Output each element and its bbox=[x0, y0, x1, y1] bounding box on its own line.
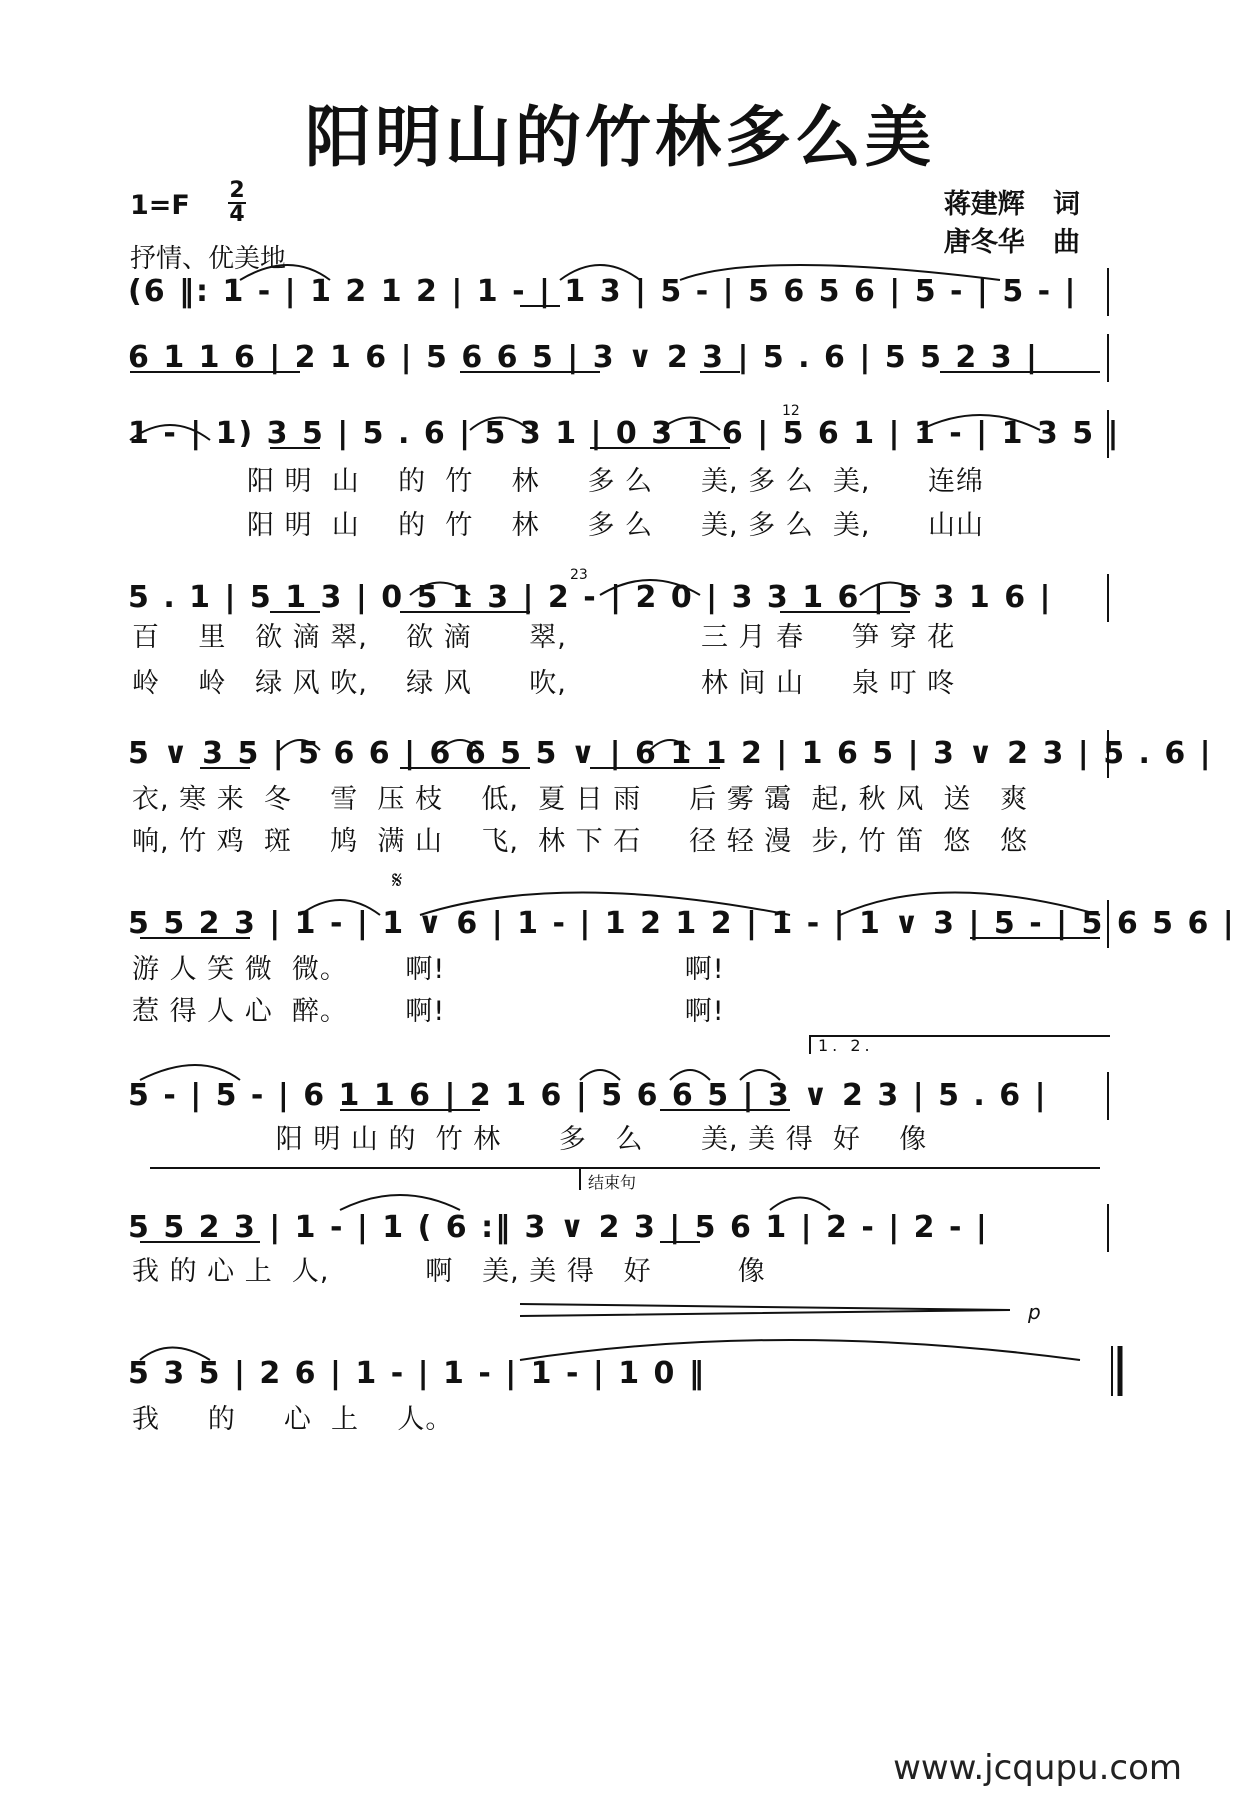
tempo-marking: 抒情、优美地 bbox=[130, 244, 287, 274]
composer-role: 曲 bbox=[1053, 227, 1080, 258]
website-watermark: www.jcqupu.com bbox=[893, 1748, 1182, 1788]
lyricist-credit bbox=[944, 182, 1080, 221]
grace-note-12: 12 bbox=[782, 403, 800, 419]
volta-label: 1. 2. bbox=[818, 1036, 874, 1055]
notation-line-6: 5 5 2 3 | 1 - | 1 ∨ 6 | 1 - | 1 2 1 2 | 1 - | 1 ∨ 3 | 5 - | 5 6 5 6 | bbox=[128, 906, 1236, 941]
composer-credit bbox=[944, 220, 1080, 259]
notation-line-8: 5 5 2 3 | 1 - | 1 ( 6 :‖ 3 ∨ 2 3 | 5 6 1 | 2 - | 2 - | bbox=[128, 1210, 989, 1245]
dynamic-piano: p bbox=[1028, 1300, 1041, 1324]
lyricist-role: 词 bbox=[1053, 189, 1080, 220]
composer-name: 唐冬华 bbox=[943, 227, 1025, 258]
notation-line-5: 5 ∨ 3 5 | 5 6 6 | 6 6 5 5 ∨ | 6 1 1 2 | 1 6 5 | 3 ∨ 2 3 | 5 . 6 | bbox=[128, 736, 1213, 771]
diminuendo-hairpin bbox=[520, 1304, 1010, 1316]
lyrics-line-7: 阳 明 山 的 竹 林 多 么 美, 美 得 好 像 bbox=[132, 1124, 928, 1155]
notation-line-7: 5 - | 5 - | 6 1 1 6 | 2 1 6 | 5 6 6 5 | 3 ∨ 2 3 | 5 . 6 | bbox=[128, 1078, 1048, 1113]
lyrics-line-4-verse-1: 百 里 欲 滴 翠, 欲 滴 翠, 三 月 春 笋 穿 花 bbox=[132, 622, 956, 653]
notation-line-2: 6 1 1 6 | 2 1 6 | 5 6 6 5 | 3 ∨ 2 3 | 5 . 6 | 5 5 2 3 | bbox=[128, 340, 1039, 375]
key-signature: 1=F bbox=[130, 190, 190, 221]
lyrics-line-3-verse-1: 阳 明 山 的 竹 林 多 么 美, 多 么 美, 连绵 bbox=[132, 466, 984, 497]
notation-line-1: (6 ‖: 1 - | 1 2 1 2 | 1 - | 1 3 | 5 - | 5 6 5 6 | 5 - | 5 - | bbox=[128, 274, 1078, 309]
notation-line-9: 5 3 5 | 2 6 | 1 - | 1 - | 1 - | 1 0 ‖ bbox=[128, 1356, 706, 1391]
lyrics-line-9: 我 的 心 上 人。 bbox=[132, 1404, 454, 1435]
grace-note-23: 23 bbox=[570, 567, 588, 583]
segno-sign: 𝄋 bbox=[392, 866, 403, 894]
lyrics-line-8: 我 的 心 上 人, 啊 美, 美 得 好 像 bbox=[132, 1256, 766, 1287]
notation-line-4: 5 . 1 | 5 1 3 | 0 5 1 3 | 2 - | 2 0 | 3 3 1 6 | 5 3 1 6 | bbox=[128, 580, 1053, 615]
lyrics-line-6-verse-1: 游 人 笑 微 微。 啊! 啊! bbox=[132, 954, 725, 985]
lyrics-line-5-verse-2: 响, 竹 鸡 斑 鸠 满 山 飞, 林 下 石 径 轻 漫 步, 竹 笛 悠 悠 bbox=[132, 826, 1029, 857]
lyrics-line-6-verse-2: 惹 得 人 心 醉。 啊! 啊! bbox=[132, 996, 725, 1027]
notation-line-3: 1 - | 1) 3 5 | 5 . 6 | 5 3 1 | 0 3 1 6 | 5 6 1 | 1 - | 1 3 5 | bbox=[128, 416, 1121, 451]
time-signature-top: 2 bbox=[229, 178, 245, 203]
lyrics-line-3-verse-2: 阳 明 山 的 竹 林 多 么 美, 多 么 美, 山山 bbox=[132, 510, 984, 541]
time-signature bbox=[228, 180, 246, 226]
lyrics-line-5-verse-1: 衣, 寒 来 冬 雪 压 枝 低, 夏 日 雨 后 雾 霭 起, 秋 风 送 爽 bbox=[132, 784, 1029, 815]
lyricist-name: 蒋建辉 bbox=[943, 189, 1025, 220]
ending-label: 结束句 bbox=[588, 1173, 637, 1192]
song-title: 阳明山的竹林多么美 bbox=[305, 99, 935, 176]
lyrics-line-4-verse-2: 岭 岭 绿 风 吹, 绿 风 吹, 林 间 山 泉 叮 咚 bbox=[132, 668, 956, 699]
time-signature-bottom: 4 bbox=[229, 202, 245, 227]
